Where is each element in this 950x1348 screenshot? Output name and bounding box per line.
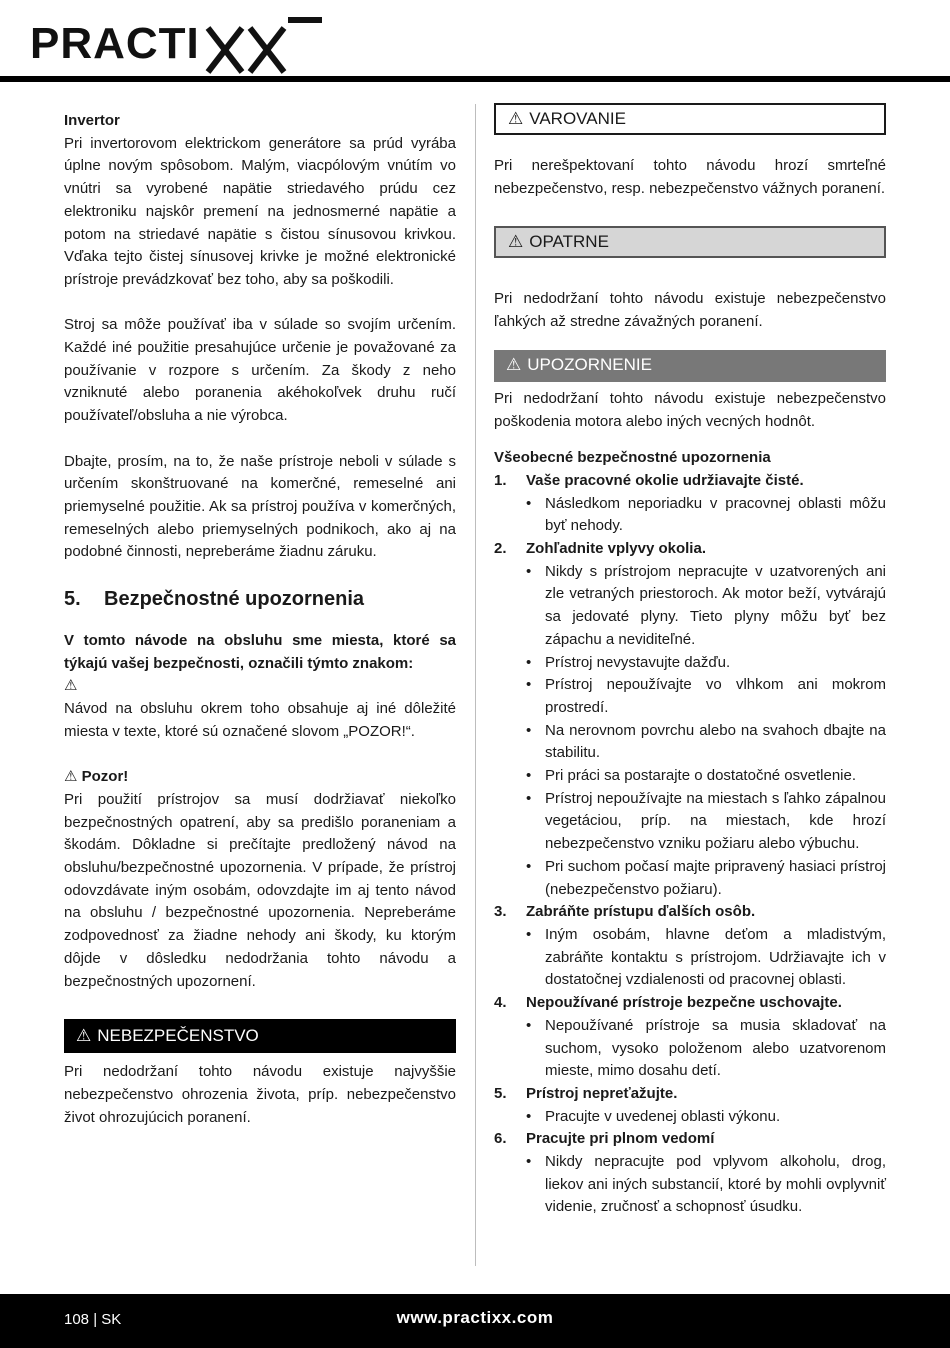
- safety-item-title: Pracujte pri plnom vedomí: [526, 1130, 715, 1148]
- safety-item-title: Nepoužívané prístroje bezpečne uschovajte.: [526, 994, 842, 1012]
- bullet-icon: •: [526, 789, 532, 807]
- bullet-icon: •: [526, 767, 532, 785]
- safety-list: [494, 470, 886, 1219]
- practixx-logo: [30, 14, 330, 76]
- safety-item-title: Zabráňte prístupu ďalších osôb.: [526, 903, 756, 921]
- marked-text: Návod na obsluhu okrem toho obsahuje aj iné dôležité miesta v texte, ktoré sú označené slovom „POZOR!“.: [64, 700, 456, 740]
- pozor-paragraph: Pri použití prístrojov sa musí dodržiavať niekoľko bezpečnostných opatrení, aby sa predišlo poraneniam a škodám. Dôkladne si prečítajte predložený návod na obsluhu/bezpečnostné upozornenia. V prípade, že prístroj odovzdávate iným osobám, odovzdajte im aj tento návod na obsluhu / bezpečnostné upozornenia. Nepreberáme zodpovednosť za žiadne nehody ani škody, ku ktorým dôjde v dôsledku nedodržania tohto návodu a bezpečnostných upozornení.: [64, 790, 456, 990]
- list-item-text: Prístroj nepoužívajte na miestach s ľahko zápalnou vegetáciou, príp. na miestach, kde hrozí nebezpečenstvo vzniku požiaru alebo výbuchu.: [545, 789, 886, 853]
- list-item-text: Nikdy s prístrojom nepracujte v uzatvorených ani zle vetraných priestoroch. Ak motor beží, vytvárajú sa jedovaté plyny. Tieto plyny môžu byť bez zápachu a neviditeľné.: [545, 562, 886, 648]
- safety-item-heading: [494, 538, 886, 561]
- bullet-icon: •: [526, 653, 532, 671]
- warning-symbol-icon: ⚠: [64, 677, 78, 695]
- warning-triangle-icon: ⚠: [508, 108, 524, 128]
- intended-use-paragraph: Stroj sa môže používať iba v súlade so svojím určením. Každé iné použitie presahujúce určenie je považované za používanie v rozpore s určením. Za škody z neho vzniknuté alebo poranenia akéhokoľvek druhu ručí používateľ/obsluha a nie výrobca.: [64, 316, 456, 425]
- warning-paragraph: Pri nerešpektovaní tohto návodu hrozí smrteľné nebezpečenstvo, resp. nebezpečenstvo vážnych poranení.: [494, 157, 886, 197]
- bullet-icon: •: [526, 1016, 532, 1034]
- bullet-icon: •: [526, 562, 532, 580]
- list-item-text: Na nerovnom povrchu alebo na svahoch dbajte na stabilitu.: [545, 721, 886, 762]
- danger-label: NEBEZPEČENSTVO: [97, 1025, 259, 1045]
- list-item-text: Pracujte v uvedenej oblasti výkonu.: [545, 1107, 781, 1125]
- warranty-paragraph: Dbajte, prosím, na to, že naše prístroje neboli v súlade s určením skonštruované na komerčné, remeselné ani priemyselné použitie. Ak sa prístroj používa v komerčných, remeselných alebo priemyselných podnikoch, ako aj na podobné činnosti, nepreberáme žiadnu záruku.: [64, 452, 456, 561]
- list-item: [494, 1015, 886, 1083]
- list-item: [494, 720, 886, 765]
- safety-item-title: Zohľadnite vplyvy okolia.: [526, 540, 706, 558]
- bullet-icon: •: [526, 1107, 532, 1125]
- section-heading: [64, 586, 456, 612]
- safety-item-number: 3.: [494, 903, 507, 921]
- safety-item-heading: [494, 1128, 886, 1151]
- warning-triangle-icon: ⚠: [508, 232, 524, 252]
- notice-label: UPOZORNENIE: [527, 355, 652, 375]
- pozor-heading: [64, 766, 456, 789]
- list-item-text: Pri suchom počasí majte pripravený hasiaci prístroj (nebezpečenstvo požiaru).: [545, 857, 886, 898]
- safety-item-title: Prístroj nepreťažujte.: [526, 1084, 678, 1102]
- list-item-text: Prístroj nepoužívajte vo vlhkom ani mokrom prostredí.: [545, 676, 886, 716]
- safety-item-number: 4.: [494, 994, 507, 1012]
- bullet-icon: •: [526, 721, 532, 739]
- section-number: 5.: [64, 588, 81, 611]
- warning-triangle-icon: ⚠: [64, 768, 78, 786]
- list-item: [494, 493, 886, 538]
- caution-box: [494, 226, 886, 258]
- list-item: [494, 924, 886, 992]
- page-number: 108 | SK: [64, 1311, 122, 1328]
- list-item-text: Iným osobám, hlavne deťom a mladistvým, zabráňte kontaktu s prístrojom. Udržiavajte ich v dostatočnej vzdialenosti od pracovnej oblasti.: [545, 925, 886, 989]
- section-title: Bezpečnostné upozornenia: [104, 588, 365, 611]
- list-item-text: Prístroj nevystavujte dažďu.: [545, 653, 731, 671]
- bullet-icon: •: [526, 494, 532, 512]
- bullet-icon: •: [526, 676, 532, 694]
- inverter-paragraph: Pri invertorovom elektrickom generátore sa prúd vyrába úplne novým spôsobom. Malým, viacpólovým vnútím vo vnútri sa vyrobené napätie striedavého prúdu cez elektroniku najskôr premení na jednosmerné napätie a potom na striedavé napätie s čistou sínusovou krivkou. Vďaka tejto čistej sínusovej krivke je možné elektronické prístroje prevádzkovať bez toho, aby sa poškodili.: [64, 134, 456, 288]
- warning-label: VAROVANIE: [529, 108, 626, 128]
- safety-item-number: 1.: [494, 471, 507, 489]
- list-item-text: Nepoužívané prístroje sa musia skladovať na suchom, vysoko položenom alebo uzatvorenom mieste, mimo dosahu detí.: [545, 1016, 886, 1080]
- list-item-text: Nikdy nepracujte pod vplyvom alkoholu, drog, liekov ani iných substancií, ktoré by mohli ovplyvniť videnie, zručnosť a schopnosť úsudku.: [545, 1153, 886, 1216]
- safety-item-number: 6.: [494, 1130, 507, 1148]
- footer-url-link[interactable]: www.practixx.com: [396, 1308, 554, 1327]
- caution-paragraph: Pri nedodržaní tohto návodu existuje nebezpečenstvo ľahkých až stredne závažných poranení.: [494, 290, 886, 331]
- list-item: [494, 856, 886, 901]
- inverter-title: Invertor: [64, 112, 120, 129]
- safety-item-heading: [494, 901, 886, 924]
- list-item: [494, 788, 886, 856]
- list-item: [494, 1106, 886, 1129]
- left-column: [64, 110, 456, 1129]
- list-item: [494, 765, 886, 788]
- safety-item-heading: [494, 992, 886, 1015]
- danger-box: [64, 1019, 456, 1053]
- warning-triangle-icon: ⚠: [506, 355, 522, 375]
- general-safety-title: Všeobecné bezpečnostné upozornenia: [494, 449, 771, 467]
- warning-triangle-icon: ⚠: [76, 1025, 92, 1045]
- safety-item-number: 5.: [494, 1084, 507, 1102]
- safety-item-number: 2.: [494, 540, 507, 558]
- footer: [0, 1294, 950, 1348]
- list-item: [494, 652, 886, 675]
- bullet-icon: •: [526, 925, 532, 943]
- pozor-label: Pozor!: [81, 768, 129, 786]
- safety-item-heading: [494, 1083, 886, 1106]
- warning-box: [494, 103, 886, 135]
- list-item-text: Pri práci sa postarajte o dostatočné osvetlenie.: [545, 767, 857, 785]
- list-item: [494, 674, 886, 719]
- danger-paragraph: Pri nedodržaní tohto návodu existuje najvyššie nebezpečenstvo ohrozenia života, príp. nebezpečenstvo živ​ot ohrozujúcich poranení.: [64, 1063, 456, 1126]
- notice-box: [494, 350, 886, 382]
- caution-label: OPATRNE: [529, 232, 609, 252]
- list-item: [494, 561, 886, 652]
- bullet-icon: •: [526, 1153, 532, 1171]
- bullet-icon: •: [526, 857, 532, 875]
- header-rule: [0, 76, 950, 82]
- svg-text:PRACTI: PRACTI: [30, 19, 200, 68]
- list-item-text: Následkom neporiadku v pracovnej oblasti môžu byť nehody.: [545, 494, 886, 535]
- right-column: [494, 103, 886, 1219]
- list-item: [494, 1151, 886, 1219]
- notice-paragraph: Pri nedodržaní tohto návodu existuje nebezpečenstvo poškodenia motora alebo iných vecných hodnôt.: [494, 389, 886, 430]
- safety-item-title: Vaše pracovné okolie udržiavajte čisté.: [526, 471, 804, 489]
- safety-item-heading: [494, 470, 886, 493]
- column-divider: [475, 104, 476, 1266]
- marked-intro: V tomto návode na obsluhu sme miesta, ktoré sa týkajú vašej bezpečnosti, označili týmto znakom:: [64, 632, 456, 672]
